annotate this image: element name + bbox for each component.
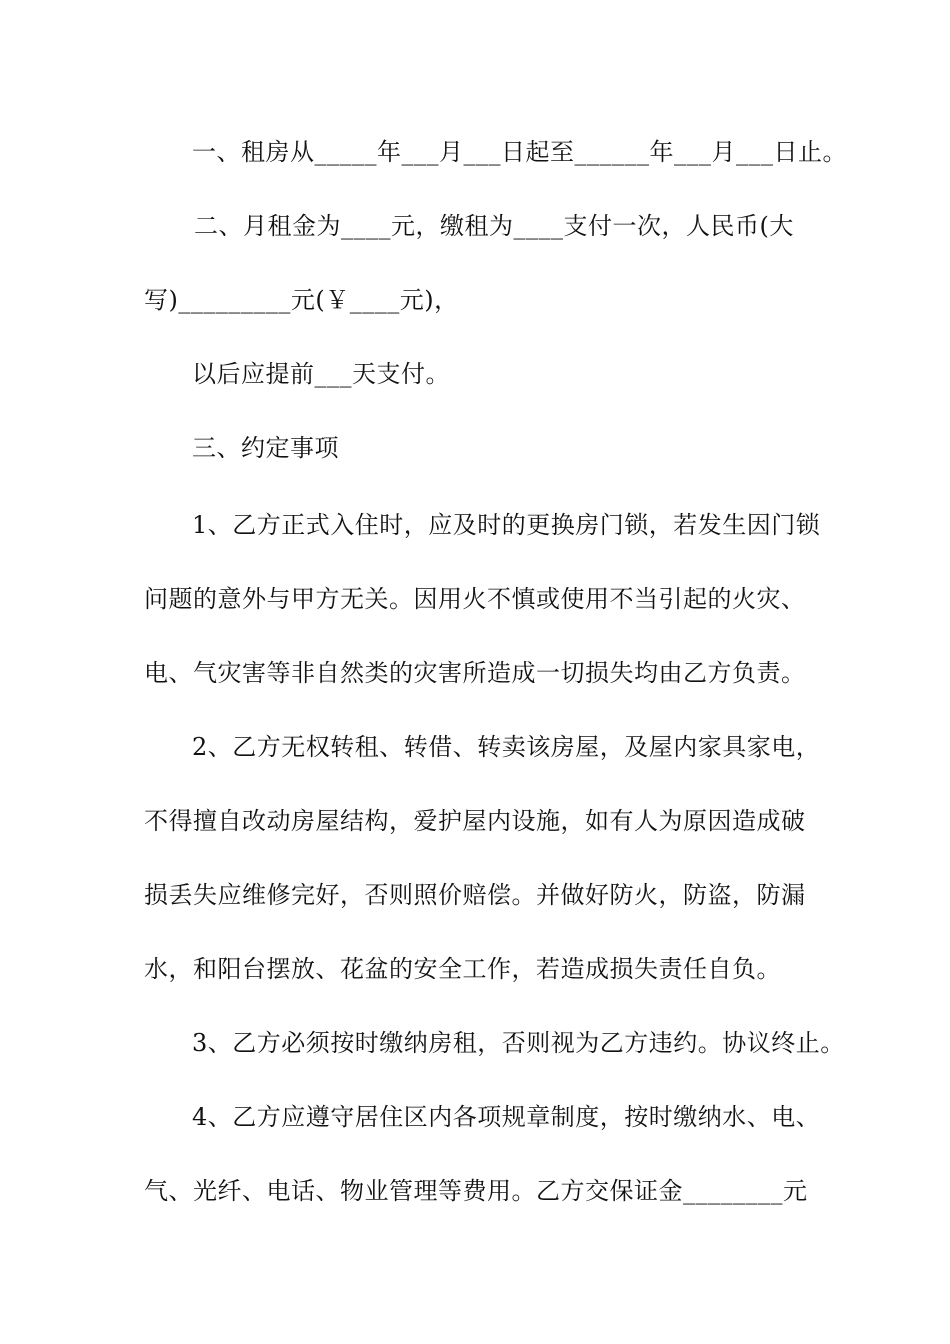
section-heading-agreed-matters: 三、约定事项 — [192, 434, 339, 462]
item-3-line-1: 3、乙方必须按时缴纳房租，否则视为乙方违约。协议终止。 — [192, 1029, 845, 1057]
clause-advance-payment: 以后应提前___天支付。 — [192, 360, 450, 388]
item-4-line-1: 4、乙方应遵守居住区内各项规章制度，按时缴纳水、电、 — [192, 1103, 821, 1131]
clause-monthly-rent-continued: 写)_________元(￥____元)， — [144, 286, 459, 314]
item-1-line-3: 电、气灾害等非自然类的灾害所造成一切损失均由乙方负责。 — [144, 659, 806, 687]
item-2-line-4: 水，和阳台摆放、花盆的安全工作，若造成损失责任自负。 — [144, 955, 781, 983]
item-2-line-3: 损丢失应维修完好，否则照价赔偿。并做好防火，防盗，防漏 — [144, 881, 806, 909]
item-1-line-2: 问题的意外与甲方无关。因用火不慎或使用不当引起的火灾、 — [144, 585, 806, 613]
item-2-line-2: 不得擅自改动房屋结构，爱护屋内设施，如有人为原因造成破 — [144, 807, 806, 835]
item-1-line-1: 1、乙方正式入住时，应及时的更换房门锁，若发生因门锁 — [192, 511, 821, 539]
item-2-line-1: 2、乙方无权转租、转借、转卖该房屋，及屋内家具家电， — [192, 733, 821, 761]
clause-rental-period: 一、租房从_____年___月___日起至______年___月___日止。 — [192, 138, 847, 166]
item-4-line-2: 气、光纤、电话、物业管理等费用。乙方交保证金________元 — [144, 1177, 808, 1205]
clause-monthly-rent: 二、月租金为____元，缴租为____支付一次，人民币(大 — [194, 212, 794, 240]
